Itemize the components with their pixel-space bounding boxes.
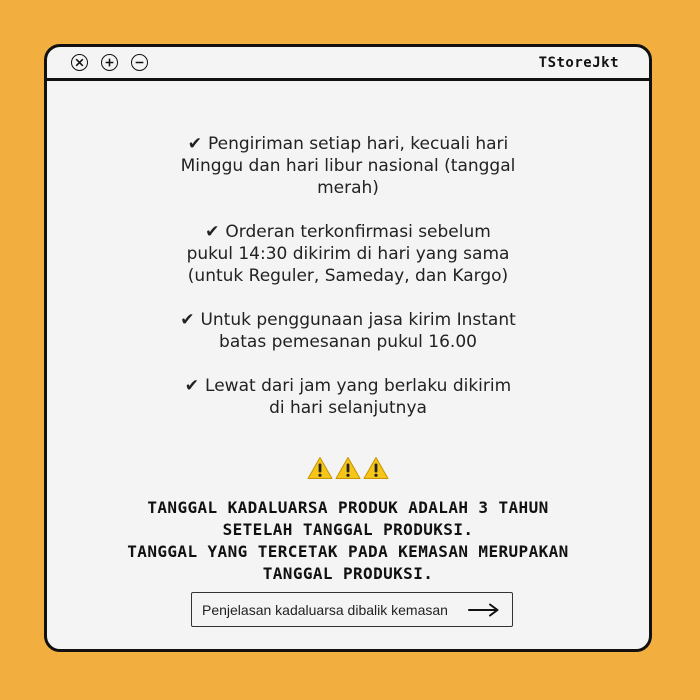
item-line: pukul 14:30 dikirim di hari yang sama (186, 244, 510, 264)
notice-line: TANGGAL KADALUARSA PRODUK ADALAH 3 TAHUN (147, 498, 549, 517)
shipping-info-item (107, 133, 589, 199)
window-content (47, 81, 649, 649)
notice-line: TANGGAL PRODUKSI. (262, 564, 434, 583)
item-line: Minggu dan hari libur nasional (tanggal (180, 156, 516, 176)
item-line: di hari selanjutnya (269, 398, 427, 418)
warning-icon (363, 456, 389, 480)
arrow-right-icon (468, 603, 500, 620)
item-line: batas pemesanan pukul 16.00 (219, 332, 477, 352)
brand-name: TStoreJkt (538, 55, 619, 71)
warning-icon (307, 456, 333, 480)
window-titlebar (47, 47, 649, 81)
item-line: ✔ Untuk penggunaan jasa kirim Instant (180, 310, 516, 330)
check-icon: ✔ (184, 376, 200, 396)
notice-line: TANGGAL YANG TERCETAK PADA KEMASAN MERUPAKAN (127, 542, 569, 561)
close-icon[interactable] (71, 54, 88, 71)
expiry-explanation-button[interactable] (191, 592, 513, 627)
item-line: ✔ Lewat dari jam yang berlaku dikirim (184, 376, 512, 396)
notice-line: SETELAH TANGGAL PRODUKSI. (222, 520, 474, 539)
app-window (44, 44, 652, 652)
check-icon: ✔ (180, 310, 195, 330)
shipping-info-item (107, 221, 589, 287)
item-line: ✔ Pengiriman setiap hari, kecuali hari (187, 134, 509, 154)
cta-label: Penjelasan kadaluarsa dibalik kemasan (202, 601, 448, 618)
expiry-notice (67, 497, 629, 585)
minus-icon[interactable] (131, 54, 148, 71)
plus-icon[interactable] (101, 54, 118, 71)
warning-icon (335, 456, 361, 480)
item-line: merah) (317, 178, 379, 198)
warning-icons (47, 455, 649, 481)
check-icon: ✔ (205, 222, 220, 242)
item-line: (untuk Reguler, Sameday, dan Kargo) (187, 266, 509, 286)
check-icon: ✔ (187, 134, 202, 154)
shipping-info-item (107, 309, 589, 353)
item-line: ✔ Orderan terkonfirmasi sebelum (205, 222, 491, 242)
shipping-info-item (107, 375, 589, 419)
